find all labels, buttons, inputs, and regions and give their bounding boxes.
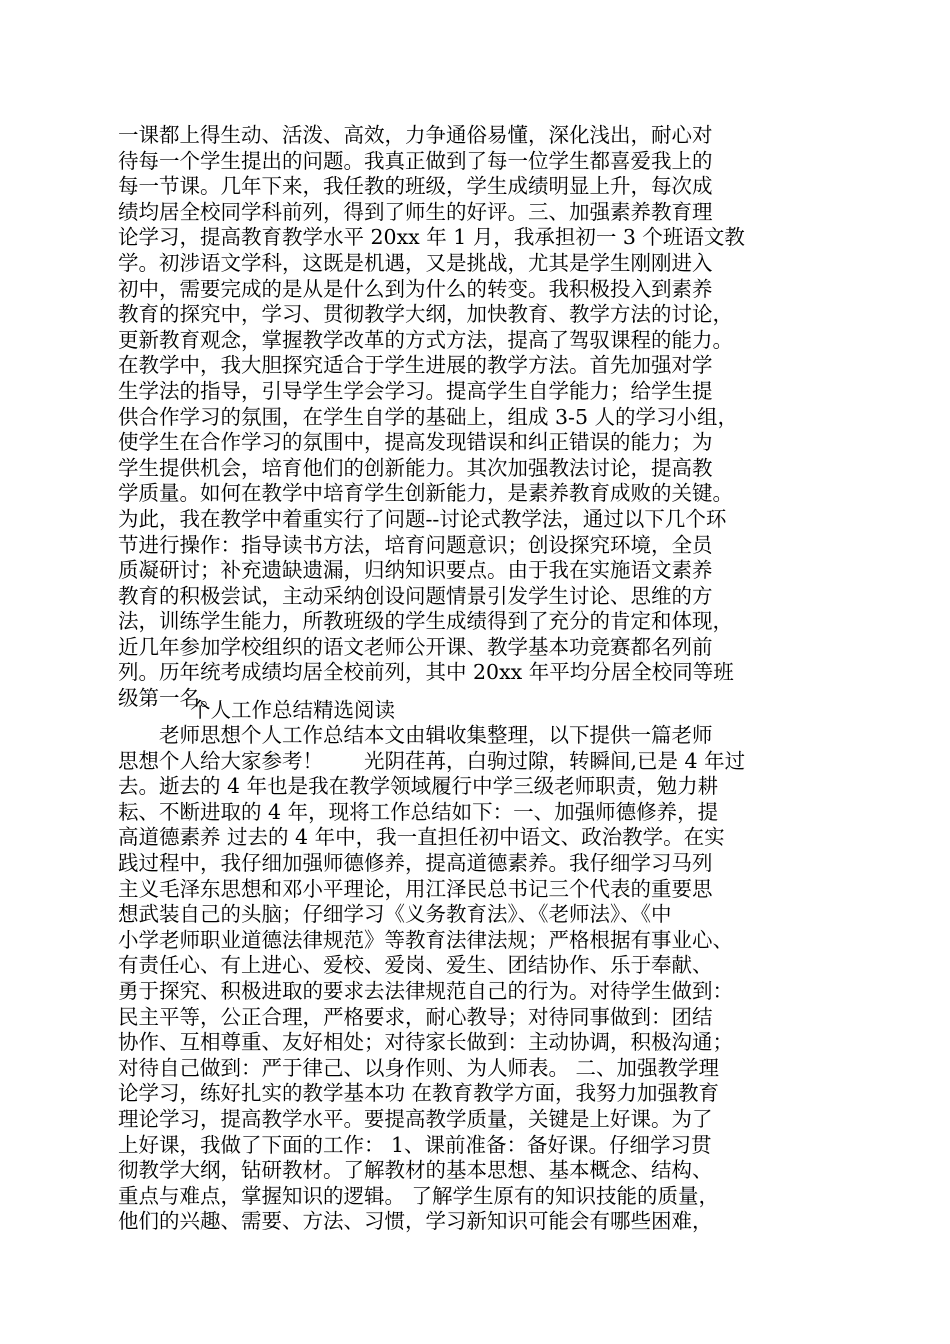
text-line: 近几年参加学校组织的语文老师公开课、教学基本功竞赛都名列前 (118, 634, 713, 659)
text-line: 学质量。如何在教学中培育学生创新能力，是素养教育成败的关键。 (118, 481, 733, 506)
text-line: 耘、不断进取的 4 年，现将工作总结如下：一、加强师德修养，提 (118, 799, 719, 824)
text-line: 想武装自己的头脑；仔细学习《义务教育法》、《老师法》、《中 (118, 902, 672, 927)
text-line: 思想个人给大家参考！ 光阴荏苒，白驹过隙，转瞬间,已是 4 年过 (118, 748, 746, 773)
text-line: 生学法的指导，引导学生学会学习。提高学生自学能力；给学生提 (118, 378, 713, 403)
text-line: 小学老师职业道德法律规范》等教育法律法规；严格根据有事业心、 (118, 927, 733, 952)
text-line: 教育的积极尝试，主动采纳创设问题情景引发学生讨论、思维的方 (118, 583, 713, 608)
text-line: 列。历年统考成绩均居全校前列，其中 20xx 年平均分居全校同等班 (118, 660, 734, 685)
text-line: 去。逝去的 4 年也是我在教学领域履行中学三级老师职责，勉力耕 (118, 774, 719, 799)
text-line: 践过程中，我仔细加强师德修养，提高道德素养。我仔细学习马列 (118, 850, 713, 875)
text-line: 教育的探究中，学习、贯彻教学大纲，加快教育、教学方法的讨论， (118, 302, 733, 327)
text-line: 有责任心、有上进心、爱校、爱岗、爱生、团结协作、乐于奉献、 (118, 953, 713, 978)
section-heading: 个人工作总结精选阅读 (190, 698, 395, 722)
text-line: 学生提供机会，培育他们的创新能力。其次加强教法讨论，提高教 (118, 455, 713, 480)
text-line: 在教学中，我大胆探究适合于学生进展的教学方法。首先加强对学 (118, 353, 713, 378)
paragraph-1 (118, 123, 834, 712)
text-line: 节进行操作：指导读书方法，培育问题意识；创设探究环境，全员 (118, 532, 713, 557)
text-line: 为此，我在教学中着重实行了问题--讨论式教学法，通过以下几个环 (118, 506, 727, 531)
text-line: 待每一个学生提出的问题。我真正做到了每一位学生都喜爱我上的 (118, 148, 713, 173)
text-line: 使学生在合作学习的氛围中，提高发现错误和纠正错误的能力；为 (118, 430, 713, 455)
text-line: 他们的兴趣、需要、方法、习惯，学习新知识可能会有哪些困难， (118, 1209, 713, 1234)
text-line: 民主平等，公正合理，严格要求，耐心教导；对待同事做到：团结 (118, 1004, 713, 1029)
text-line: 法，训练学生能力，所教班级的学生成绩得到了充分的肯定和体现， (118, 609, 733, 634)
text-line: 勇于探究、积极进取的要求去法律规范自己的行为。对待学生做到： (118, 978, 733, 1003)
text-line: 更新教育观念，掌握教学改革的方式方法，提高了驾驭课程的能力。 (118, 327, 733, 352)
text-line: 供合作学习的氛围，在学生自学的基础上，组成 3-5 人的学习小组， (118, 404, 739, 429)
text-line: 彻教学大纲，钻研教材。了解教材的基本思想、基本概念、结构、 (118, 1158, 713, 1183)
text-line: 理论学习，提高教学水平。要提高教学质量，关键是上好课。为了 (118, 1106, 713, 1131)
text-line: 老师思想个人工作总结本文由辑收集整理，以下提供一篇老师 (118, 723, 713, 747)
text-line: 初中，需要完成的是从是什么到为什么的转变。我积极投入到素养 (118, 276, 713, 301)
text-line: 主义毛泽东思想和邓小平理论，用江泽民总书记三个代表的重要思 (118, 876, 713, 901)
text-line: 每一节课。几年下来，我任教的班级，学生成绩明显上升，每次成 (118, 174, 713, 199)
text-line: 协作、互相尊重、友好相处；对待家长做到：主动协调，积极沟通； (118, 1030, 733, 1055)
text-line: 一课都上得生动、活泼、高效，力争通俗易懂，深化浅出，耐心对 (118, 123, 713, 147)
text-line: 论学习，练好扎实的教学基本功 在教育教学方面，我努力加强教育 (118, 1081, 720, 1106)
text-line: 绩均居全校同学科前列，得到了师生的好评。三、加强素养教育理 (118, 199, 713, 224)
paragraph-2 (118, 723, 834, 1235)
text-line: 重点与难点，掌握知识的逻辑。 了解学生原有的知识技能的质量， (118, 1183, 720, 1208)
text-line: 上好课，我做了下面的工作： 1、课前准备：备好课。仔细学习贯 (118, 1132, 712, 1157)
text-line: 级第一名。 (118, 686, 221, 711)
text-line: 高道德素养 过去的 4 年中，我一直担任初中语文、政治教学。在实 (118, 825, 725, 850)
text-line: 对待自己做到：严于律己、以身作则、为人师表。 二、加强教学理 (118, 1055, 720, 1080)
text-line: 论学习，提高教育教学水平 20xx 年 1 月，我承担初一 3 个班语文教 (118, 225, 745, 250)
text-line: 质凝研讨；补充遗缺遗漏，归纳知识要点。由于我在实施语文素养 (118, 558, 713, 583)
text-line: 学。初涉语文学科，这既是机遇，又是挑战，尤其是学生刚刚进入 (118, 250, 713, 275)
